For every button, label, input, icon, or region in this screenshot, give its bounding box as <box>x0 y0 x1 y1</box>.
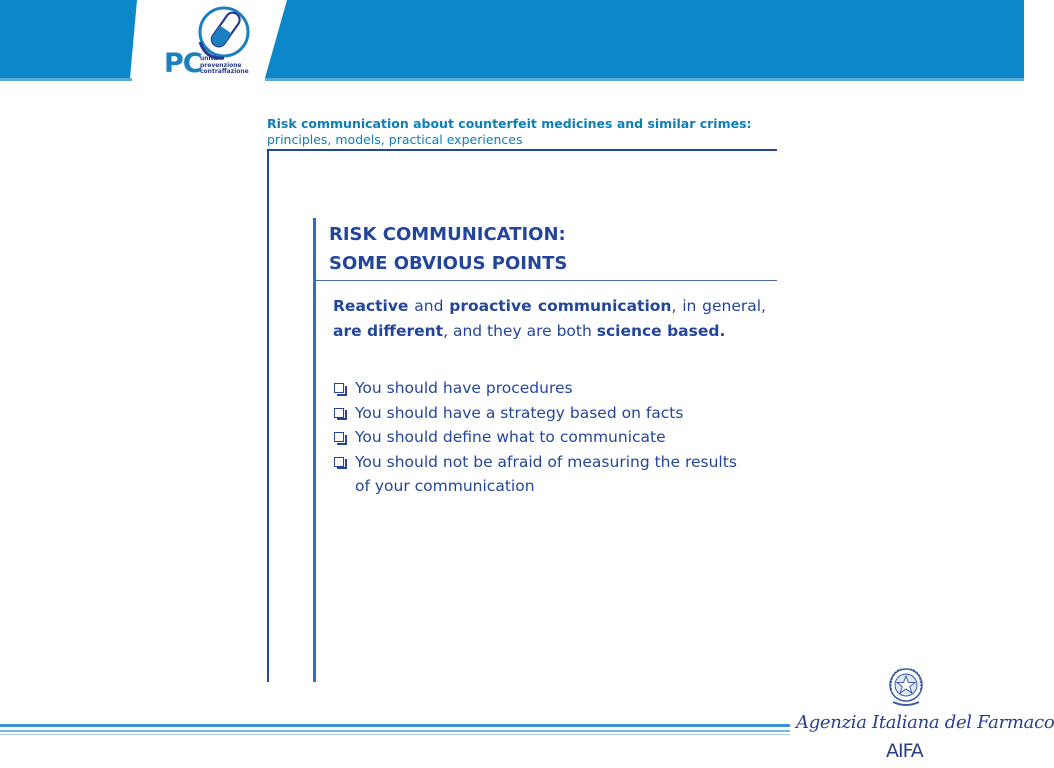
logo-initials: PC <box>164 48 202 79</box>
intro-different: are different <box>333 322 444 340</box>
checkbox-square-icon <box>334 408 344 418</box>
agency-name: Agenzia Italiana del Farmaco <box>796 712 1054 733</box>
aifa-logo-text: AIFA <box>886 740 923 762</box>
presentation-subtitle: principles, models, practical experiences <box>267 132 523 147</box>
checkbox-square-icon <box>334 432 344 442</box>
intro-text-1: and <box>408 297 450 315</box>
left-border-inner <box>313 218 316 682</box>
bullet-text: You should have a strategy based on facts <box>355 403 684 422</box>
intro-text-3: , and they are both <box>443 322 597 340</box>
footer-rule-thin <box>0 730 790 732</box>
heading-divider <box>316 280 777 281</box>
slide-heading-line2: SOME OBVIOUS POINTS <box>329 253 568 274</box>
intro-science: science based. <box>596 322 726 340</box>
title-divider <box>267 149 777 151</box>
footer-rule-faint <box>0 734 790 735</box>
footer-rule <box>0 724 790 727</box>
list-item <box>333 401 773 426</box>
header-band <box>0 0 1024 82</box>
intro-reactive: Reactive <box>333 297 409 315</box>
checkbox-square-icon <box>334 383 344 393</box>
italian-republic-emblem-icon <box>885 664 927 708</box>
intro-proactive: proactive communication <box>449 297 672 315</box>
upc-logo <box>160 2 270 78</box>
list-item <box>333 450 745 499</box>
list-item <box>333 425 773 450</box>
left-border-outer <box>267 151 269 682</box>
presentation-title: Risk communication about counterfeit medicines and similar crimes: <box>267 116 752 131</box>
list-item <box>333 376 773 401</box>
bullet-text: You should not be afraid of measuring the results of your communication <box>355 452 737 495</box>
bullet-text: You should have procedures <box>355 379 573 397</box>
slide-heading <box>329 220 567 278</box>
bullet-list <box>333 376 773 499</box>
bullet-text: You should define what to communicate <box>355 428 666 446</box>
intro-paragraph <box>333 294 766 344</box>
checkbox-square-icon <box>334 457 344 467</box>
intro-text-2: , in general, <box>671 297 766 315</box>
logo-subtext: unità prevenzione contraffazione <box>200 55 249 75</box>
slide-heading-line1: RISK COMMUNICATION: <box>329 224 566 245</box>
